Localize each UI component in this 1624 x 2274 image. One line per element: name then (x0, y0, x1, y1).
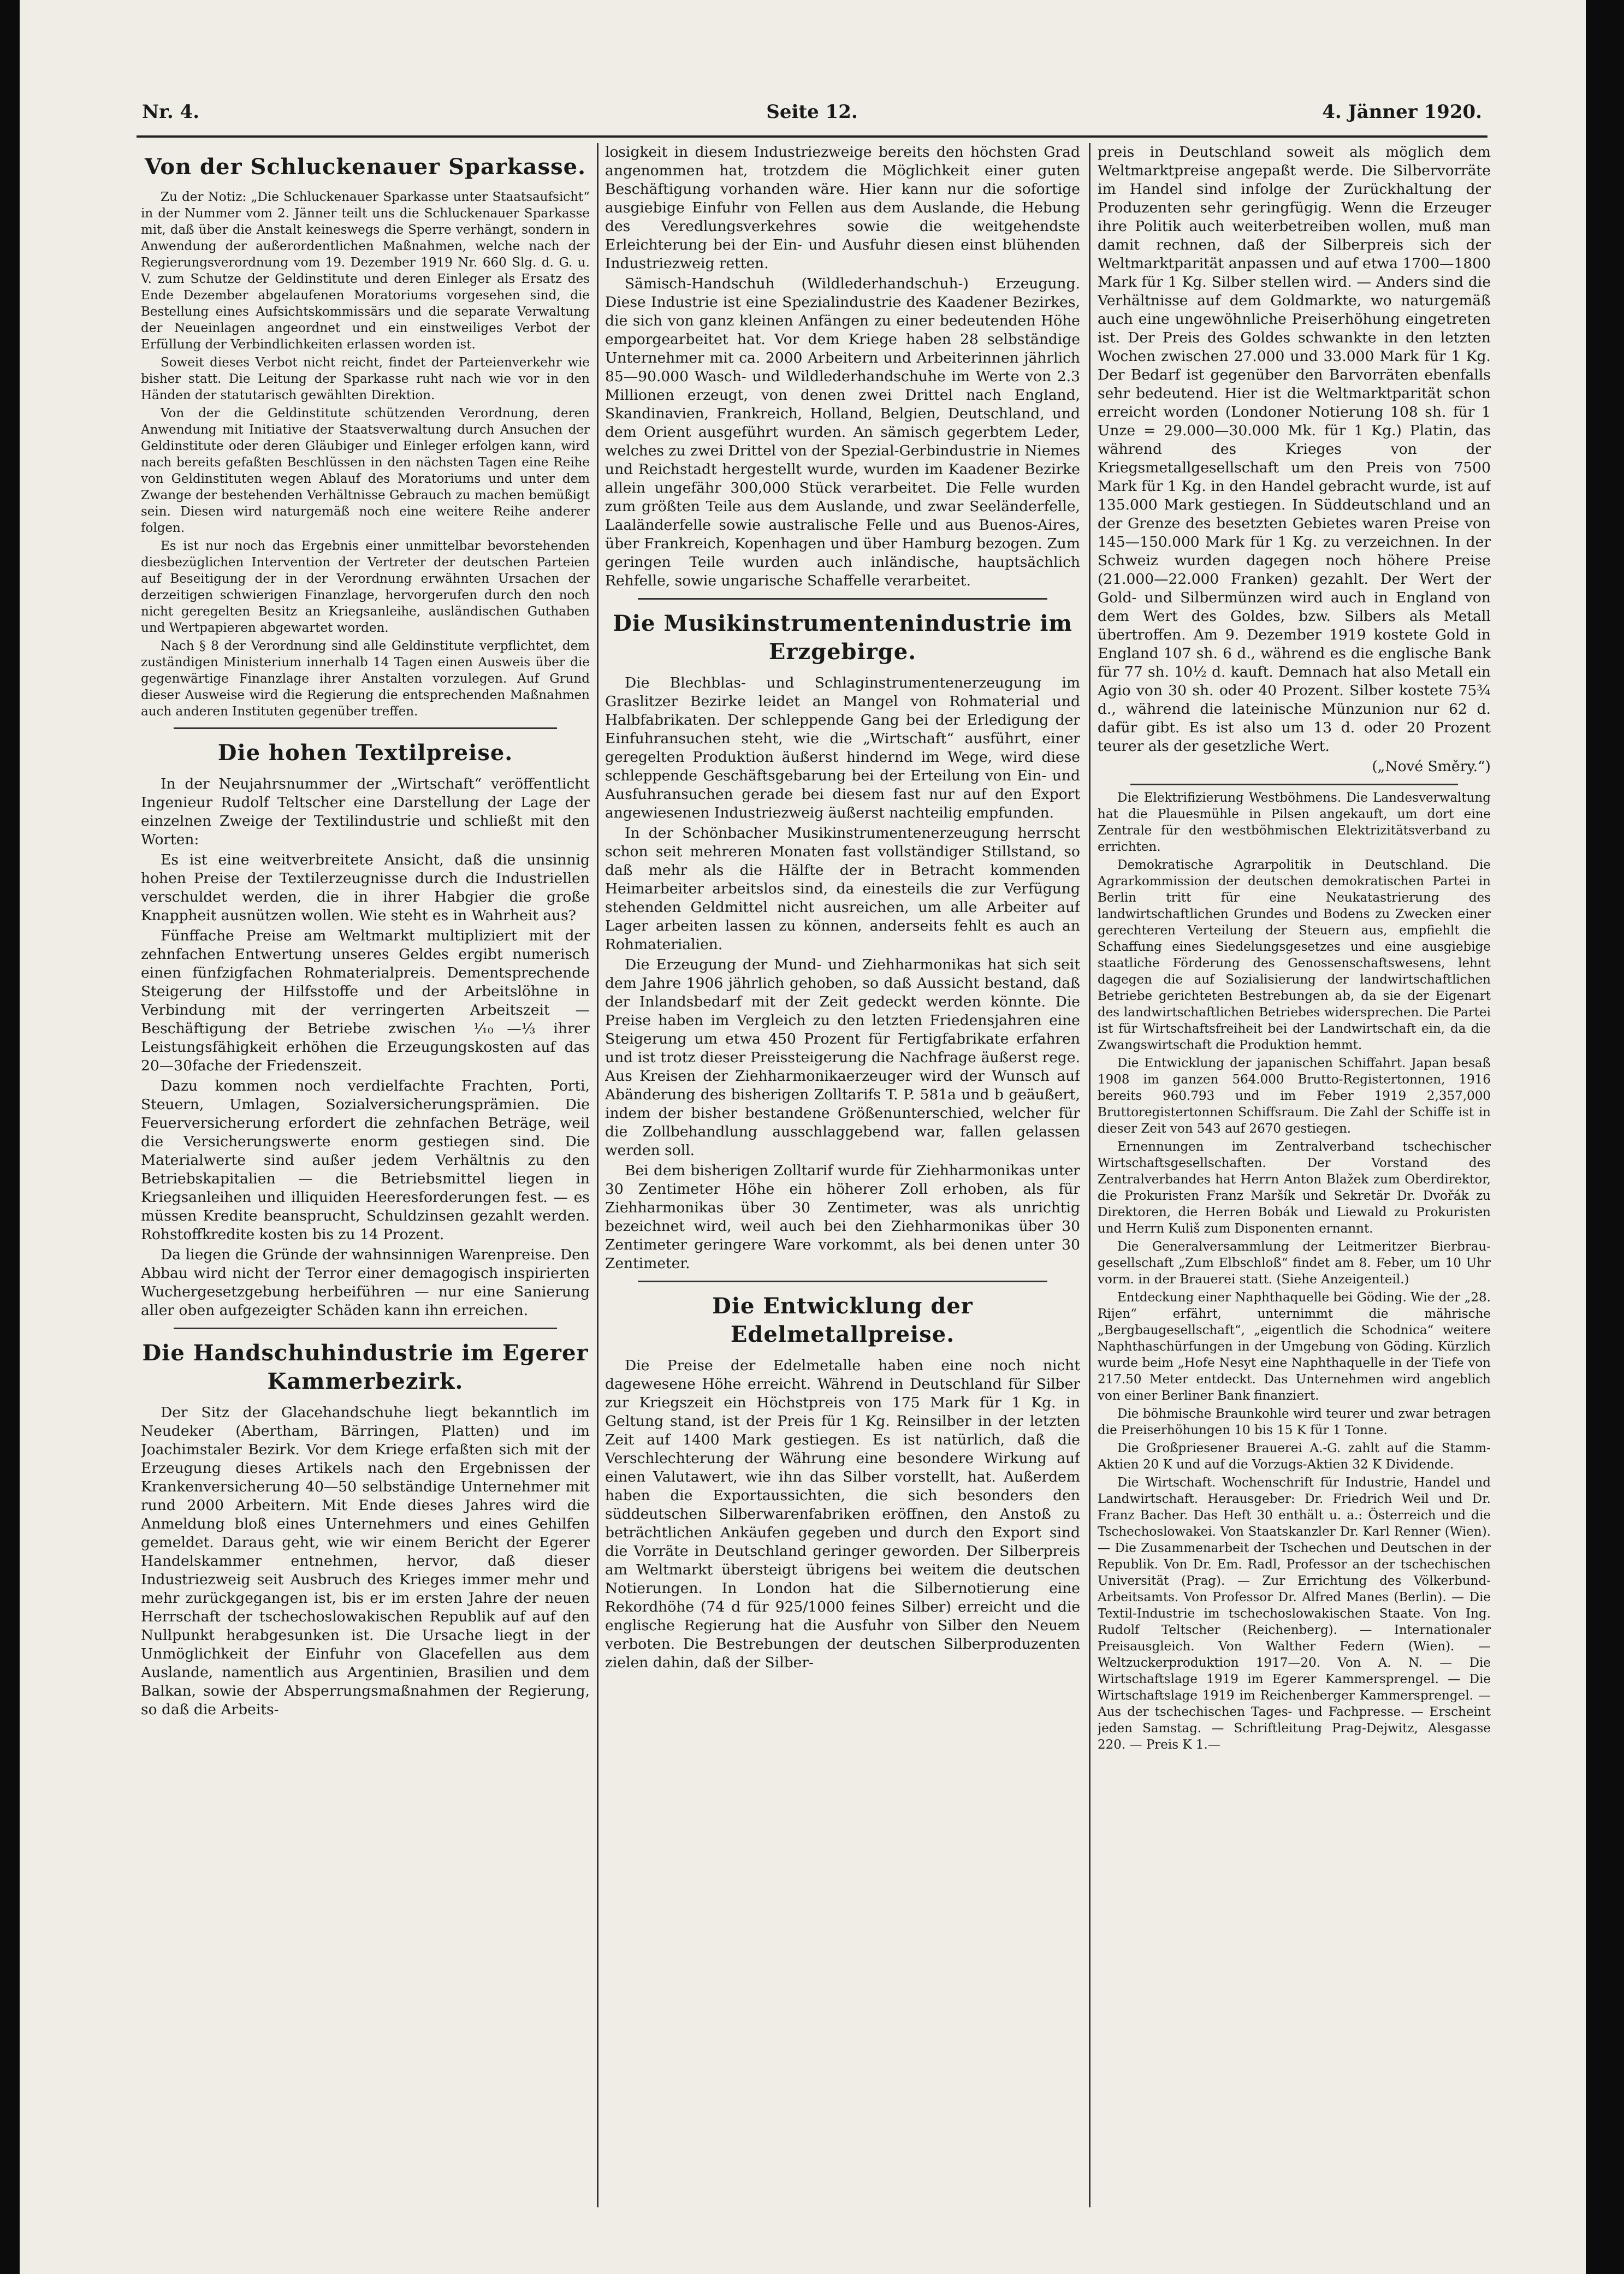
article-title: Von der Schluckenauer Sparkasse. (144, 154, 586, 180)
page-header (137, 93, 1487, 131)
article-paragraph: Von der die Geldinstitute schützenden Verordnung, deren Anwendung mit Initiative der Staatsverwaltung durch Ansuchen der Geldinstitute oder deren Gläubiger und Einleger erfolgen kann, wird nach bereits gefaßten Beschlüssen in den nächsten Tagen eine Reihe von Geldinstituten wegen Ablauf des Moratoriums und unter dem Zwange der bestehenden Verhältnisse Gebrauch zu machen bemüßigt sein. Diesen wird naturgemäß noch eine weitere Reihe anderer folgen. (141, 406, 590, 535)
article-paragraph: losigkeit in diesem Industriezweige bereits den höchsten Grad angenommen hat, trotzdem die Möglichkeit einer guten Beschäftigung vorhanden wäre. Hier kann nur die sofortige ausgiebige Einfuhr von Fellen aus dem Auslande, die Hebung des Veredlungsverkehres sowie die weitgehendste Erleichterung bei der Ein- und Ausfuhr diesen einst blühenden Industriezweig retten. (605, 144, 1080, 272)
article-paragraph: Sämisch-Handschuh (Wildlederhandschuh-) Erzeugung. Diese Industrie ist eine Spezialindustrie des Kaadener Bezirkes, die sich von ganz kleinen Anfängen zu einer bedeutenden Höhe emporgearbeitet hat. Vor dem Kriege haben 28 selbständige Unternehmer mit ca. 2000 Arbeitern und Arbeiterinnen jährlich 85—90.000 Wasch- und Wildlederhandschuhe im Werte von 2.3 Millionen erzeugt, von denen zwei Drittel nach England, Skandinavien, Frankreich, Holland, Belgien, Deutschland, und dem Orient ausgeführt wurden. An sämisch gegerbtem Leder, welches zu zwei Drittel von der Spezial-Gerbindustrie in Niemes und Reichstadt hergestellt wurde, wurden im Kaadener Bezirke allein ungefähr 300,000 Stück verarbeitet. Die Felle wurden zum größten Teile aus dem Auslande, und zwar Seeländerfelle, Laaländerfelle sowie australische Felle und aus Buenos-Aires, über Frankreich, Kopenhagen und über Hamburg bezogen. Zum geringen Teile wurden auch inländische, hauptsächlich Rehfelle, sowie ungarische Schaffelle verarbeitet. (605, 275, 1080, 589)
article-paragraph: Bei dem bisherigen Zolltarif wurde für Ziehharmonikas unter 30 Zentimeter Höhe ein höherer Zoll erhoben, als für Ziehharmonikas über 30 Zentimeter, was als unrichtig bezeichnet wird, weil auch bei den Ziehharmonikas über 30 Zentimeter geringere Ware vorkommt, als bei denen unter 30 Zentimeter. (605, 1162, 1080, 1272)
news-item: Die Generalversammlung der Leitmeritzer Bierbrau-gesellschaft „Zum Elbschloß“ findet am 8. Feber, um 10 Uhr vorm. in der Brauerei statt. (Siehe Anzeigenteil.) (1098, 1240, 1491, 1287)
news-item: Die böhmische Braunkohle wird teurer und zwar betragen die Preiserhöhungen 10 bis 15 K für 1 Tonne. (1098, 1407, 1491, 1437)
separator (638, 1281, 1047, 1282)
article-paragraph: In der Schönbacher Musikinstrumentenerzeugung herrscht schon seit mehreren Monaten fast vollständiger Stillstand, so daß mehr als die Hälfte der in Betracht kommenden Heimarbeiter arbeitslos sind, da einesteils die zur Verfügung stehenden Geldmittel nicht ausreichen, um alle Arbeiter auf Lager arbeiten lassen zu können, anderseits fehlt es auch an Rohmaterialien. (605, 825, 1080, 953)
column-1 (141, 143, 590, 2207)
news-item: Die Großpriesener Brauerei A.-G. zahlt auf die Stamm-Aktien 20 K und auf die Vorzugs-Aktien 32 K Dividende. (1098, 1441, 1491, 1472)
article-paragraph: In der Neujahrsnummer der „Wirtschaft“ veröffentlicht Ingenieur Rudolf Teltscher eine Darstellung der Lage der einzelnen Zweige der Textilindustrie und schließt mit den Worten: (141, 775, 590, 848)
scan-edge-right (1586, 0, 1624, 2274)
article-paragraph: Dazu kommen noch verdielfachte Frachten, Porti, Steuern, Umlagen, Sozialversicherungsprämien. Die Feuerversicherung erfordert die zehnfachen Beträge, weil die Versicherungswerte enorm gestiegen sind. Die Materialwerte sind außer jedem Verhältnis zu den Betriebskapitalien — die Betriebsmittel liegen in Kriegsanleihen und illiquiden Heeresforderungen fest. — es müssen Kredite beansprucht, Schuldzinsen gezahlt werden. Rohstoffkredite kosten bis zu 14 Prozent. (141, 1077, 590, 1243)
column-3 (1098, 143, 1491, 2207)
news-item: Die Entwicklung der japanischen Schiffahrt. Japan besaß 1908 im ganzen 564.000 Brutto-Registertonnen, 1916 bereits 960.793 und im Feber 1919 2,357,000 Bruttoregistertonnen Schiffsraum. Die Zahl der Schiffe ist in dieser Zeit von 543 auf 2670 gestiegen. (1098, 1056, 1491, 1136)
article-paragraph: Der Sitz der Glacehandschuhe liegt bekanntlich im Neudeker (Abertham, Bärringen, Platten) und im Joachimstaler Bezirk. Vor dem Kriege erfaßten sich mit der Erzeugung dieses Artikels nach den Ergebnissen der Krankenversicherung 40—50 selbständige Unternehmer mit rund 2000 Arbeitern. Mit Ende dieses Jahres wird die Anmeldung bloß eines Unternehmers und eines Gehilfen gemeldet. Daraus geht, wie wir einem Bericht der Egerer Handelskammer entnehmen, hervor, daß dieser Industriezweig seit Ausbruch des Krieges immer mehr und mehr zurückgegangen ist, bis er im ersten Jahre der neuen Herrschaft der tschechoslowakischen Republik auf auf den Nullpunkt herabgesunken ist. Die Ursache liegt in der Unmöglichkeit der Einfuhr von Glacefellen aus dem Auslande, namentlich aus Argentinien, Brasilien und dem Balkan, sowie der Absperrungsmaßnahmen der Regierung, so daß die Arbeits- (141, 1404, 590, 1718)
news-item: Die Elektrifizierung Westböhmens. Die Landesverwaltung hat die Plauesmühle in Pilsen angekauft, um dort eine Zentrale für den westböhmischen Elektrizitätsverband zu errichten. (1098, 791, 1491, 854)
article-title: Die Musikinstrumentenindustrie im Erzgebirge. (613, 611, 1072, 665)
separator (174, 1328, 557, 1329)
separator (1130, 784, 1458, 785)
source-credit: („Nové Směry.“) (1372, 758, 1491, 775)
separator (174, 727, 557, 729)
article-paragraph: Die Erzeugung der Mund- und Ziehharmonikas hat sich seit dem Jahre 1906 jährlich gehoben, so daß Aussicht bestand, daß der Inlandsbedarf mit der Zeit gedeckt werden könnte. Die Preise haben im Vergleich zu den letzten Friedensjahren eine Steigerung um etwa 450 Prozent für Fertigfabrikate erfahren und ist trotz dieser Preissteigerung die Nachfrage äußerst rege. Aus Kreisen der Ziehharmonikaerzeuger wird der Wunsch auf Abänderung des bisherigen Zolltarifs T. P. 581a und b geäußert, indem der bisher bestandene Größenunterschied, welcher für die Zollbehandlung ausschlaggebend war, fallen gelassen werden soll. (605, 956, 1080, 1159)
article-paragraph: Soweit dieses Verbot nicht reicht, findet der Parteienverkehr wie bisher statt. Die Leitung der Sparkasse ruht nach wie vor in den Händen der statutarisch gewählten Direktion. (141, 356, 590, 402)
article-title: Die Handschuhindustrie im Egerer Kammerbezirk. (142, 1340, 589, 1394)
article-title: Die hohen Textilpreise. (217, 740, 513, 766)
news-item: Die Wirtschaft. Wochenschrift für Industrie, Handel und Landwirtschaft. Herausgeber: Dr. Friedrich Weil und Dr. Franz Bacher. Das Heft 30 enthält u. a.: Österreich und die Tschechoslowakei. Von Staatskanzler Dr. Karl Renner (Wien). — Die Zusammenarbeit der Tschechen und Deutschen in der Republik. Von Dr. Em. Radl, Professor an der tschechischen Universität (Prag). — Zur Errichtung des Völkerbund-Arbeitsamts. Von Professor Dr. Alfred Manes (Berlin). — Die Textil-Industrie im tschechoslowakischen Staate. Von Ing. Rudolf Teltscher (Reichenberg). — Internationaler Preisausgleich. Von Walther Federn (Wien). — Weltzuckerproduktion 1917—20. Von A. N. — Die Wirtschaftslage 1919 im Egerer Kammersprengel. — Die Wirtschaftslage 1919 im Reichenberger Kammersprengel. — Aus der tschechischen Tages- und Fachpresse. — Erscheint jeden Samstag. — Schriftleitung Prag-Dejwitz, Alesgasse 220. — Preis K 1.— (1098, 1476, 1491, 1752)
issue-number: Nr. 4. (142, 101, 200, 123)
article-paragraph: Fünffache Preise am Weltmarkt multipliziert mit der zehnfachen Entwertung unseres Geldes ergibt numerisch einen fünfzigfachen Rohmaterialpreis. Dementsprechende Steigerung der Hilfsstoffe und der Arbeitslöhne in Verbindung mit der verringerten Arbeitszeit — Beschäftigung der Betriebe zwischen ⅒—⅓ ihrer Leistungsfähigkeit erhöhen die Erzeugungskosten auf das 20—30fache der Friedenszeit. (141, 927, 590, 1074)
article-paragraph: Die Blechblas- und Schlaginstrumentenerzeugung im Graslitzer Bezirke leidet an Mangel von Rohmaterial und Halbfabrikaten. Der schleppende Gang bei der Erledigung der Einfuhransuchen steht, wie die „Wirtschaft“ ausführt, einer geregelten Produktion äußerst hindernd im Wege, wird diese schleppende Geschäftsgebarung bei der Erteilung von Ein- und Ausfuhransuchen gerade bei diesem fast nur auf den Export angewiesenen Industriezweig äußerst nachteilig empfunden. (605, 674, 1080, 821)
column-divider (597, 143, 598, 2207)
column-divider (1089, 143, 1090, 2207)
article-paragraph: Es ist nur noch das Ergebnis einer unmittelbar bevorstehenden diesbezüglichen Intervention der Vertreter der deutschen Parteien auf Beseitigung der in der Verordnung erwähnten Ursachen der derzeitigen schwierigen Finanzlage, hervorgerufen durch den noch nicht geregelten Besitz an Kriegsanleihe, ausländischen Guthaben und Wertpapieren abgewartet worden. (141, 539, 590, 635)
article-paragraph: Zu der Notiz: „Die Schluckenauer Sparkasse unter Staatsaufsicht“ in der Nummer vom 2. Jänner teilt uns die Schluckenauer Sparkasse mit, daß über die Anstalt keineswegs die Sperre verhängt, sondern in Anwendung der außerordentlichen Maßnahmen, welche nach der Regierungsverordnung vom 19. Dezember 1919 Nr. 660 Slg. d. G. u. V. zum Schutze der Geldinstitute und deren Einleger als Ersatz des Ende Dezember abgelaufenen Moratoriums vorgesehen sind, die Bestellung eines Aufsichtskommissärs und die separate Verwaltung der Neueinlagen angeordnet und ein einstweiliges Verbot der Erfüllung der Verbindlichkeiten erlassen worden ist. (141, 190, 590, 352)
column-2 (605, 143, 1080, 2207)
article-paragraph: Es ist eine weitverbreitete Ansicht, daß die unsinnig hohen Preise der Textilerzeugnisse durch die Industriellen verschuldet werden, die in ihrer Habgier die große Knappheit ausnützen wollen. Wie steht es in Wahrheit aus? (141, 851, 590, 924)
page-number: Seite 12. (766, 101, 858, 123)
news-item: Entdeckung einer Naphthaquelle bei Göding. Wie der „28. Rijen“ erfährt, unternimmt die mährische „Bergbaugesellschaft“, „eigentlich die Schodnica“ weitere Naphthaschürfungen in der Umgebung von Göding. Kürzlich wurde beim „Hofe Nesyt eine Naphthaquelle in der Tiefe von 217.50 Meter entdeckt. Das Unternehmen wird angeblich von einer Berliner Bank finanziert. (1098, 1290, 1491, 1403)
scan-edge-left (0, 0, 20, 2274)
news-item: Demokratische Agrarpolitik in Deutschland. Die Agrarkommission der deutschen demokratischen Partei in Berlin tritt für eine Neukatastrierung des landwirtschaftlichen Grundes und Bodens zu Zwecken einer gerechteren Verteilung der Steuern aus, empfiehlt die Schaffung eines Siedelungsgesetzes und eine ausgiebige staatliche Förderung des Genossenschaftswesens, lehnt dagegen die auf Sozialisierung der landwirtschaftlichen Betriebe gerichteten Bestrebungen ab, da sie der Eigenart des landwirtschaftlichen Betriebes widersprechen. Die Partei ist für Wirtschaftsfreiheit bei der Landwirtschaft ein, da die Zwangswirtschaft die Produktion hemmt. (1098, 858, 1491, 1052)
issue-date: 4. Jänner 1920. (1322, 101, 1482, 123)
article-paragraph: Da liegen die Gründe der wahnsinnigen Warenpreise. Den Abbau wird nicht der Terror einer demagogisch inspirierten Wuchergesetzgebung herbeiführen — nur eine Sanierung aller oben aufgezeigter Schäden kann ihn erreichen. (141, 1246, 590, 1319)
article-paragraph: Nach § 8 der Verordnung sind alle Geldinstitute verpflichtet, dem zuständigen Ministerium innerhalb 14 Tagen einen Ausweis über die gegenwärtige Finanzlage ihrer Anstalten vorzulegen. Auf Grund dieser Ausweise wird die Regierung die entsprechenden Maßnahmen auch anderen Instituten gegenüber treffen. (141, 639, 590, 719)
article-title: Die Entwicklung der Edelmetallpreise. (712, 1293, 973, 1347)
header-rule (137, 135, 1487, 138)
article-paragraph: preis in Deutschland soweit als möglich dem Weltmarktpreise angepaßt werde. Die Silbervorräte im Handel sind infolge der Zurückhaltung der Produzenten sehr geringfügig. Wenn die Erzeuger ihre Politik auch weiterbetreiben wollen, muß man damit rechnen, daß der Silberpreis sich der Weltmarktparität anpassen und auf etwa 1700—1800 Mark für 1 Kg. Silber stellen wird. — Anders sind die Verhältnisse auf dem Goldmarkte, wo naturgemäß auch eine ungewöhnliche Preiserhöhung eingetreten ist. Der Preis des Goldes schwankte in den letzten Wochen zwischen 27.000 und 33.000 Mark für 1 Kg. Der Bedarf ist gegenüber den Barvorräten ebenfalls sehr bedeutend. Hier ist die Weltmarktparität schon erreicht worden (Londoner Notierung 108 sh. für 1 Unze = 29.000—30.000 Mk. für 1 Kg.) Platin, das während des Krieges von der Kriegsmetallgesellschaft um den Preis von 7500 Mark für 1 Kg. in den Handel gebracht wurde, ist auf 135.000 Mark gestiegen. In Süddeutschland und an der Grenze des besetzten Gebietes waren Preise von 145—150.000 Mark für 1 Kg. zu verzeichnen. In der Schweiz wurden dagegen noch höhere Preise (21.000—22.000 Franken) gezahlt. Der Wert der Gold- und Silbermünzen wird auch in England von dem Wert des Goldes, bzw. Silbers als Metall übertroffen. Am 9. Dezember 1919 kostete Gold in England 107 sh. 6 d., während es die englische Bank für 77 sh. 10½ d. kauft. Demnach hat also Metall ein Agio von 30 sh. oder 40 Prozent. Silber kostete 75¾ d., während die lateinische Münzunion nur 62 d. dafür gibt. Es ist also um 13 d. oder 20 Prozent teurer als der gesetzliche Wert. (1098, 144, 1491, 755)
separator (638, 598, 1047, 600)
article-paragraph: Die Preise der Edelmetalle haben eine noch nicht dagewesene Höhe erreicht. Während in Deutschland für Silber zur Kriegszeit ein Höchstpreis von 175 Mark für 1 Kg. in Geltung stand, ist der Preis für 1 Kg. Reinsilber in der letzten Zeit auf 1400 Mark gestiegen. Es ist natürlich, daß die Verschlechterung der Währung eine besondere Wirkung auf einen Valutawert, wie ihn das Silber vorstellt, hat. Außerdem haben die Exportaussichten, die sich besonders den süddeutschen Silberwarenfabriken eröffnen, den Anstoß zu beträchtlichen Ankäufen gegeben und durch den Export sind die Vorräte in Deutschland geringer geworden. Der Silberpreis am Weltmarkt übersteigt übrigens bei weitem die deutschen Notierungen. In London hat die Silbernotierung eine Rekordhöhe (74 d für 925/1000 feines Silber) erreicht und die englische Regierung hat die Ausfuhr von Silber den Neuem verboten. Die Bestrebungen der deutschen Silberproduzenten zielen dahin, daß der Silber- (605, 1357, 1080, 1671)
news-item: Ernennungen im Zentralverband tschechischer Wirtschaftsgesellschaften. Der Vorstand des Zentralverbandes hat Herrn Anton Blažek zum Oberdirektor, die Prokuristen Franz Maršík und Sekretär Dr. Dvořák zu Direktoren, die Herren Bobák und Liewald zu Prokuristen und Herrn Kuliš zum Disponenten ernannt. (1098, 1140, 1491, 1236)
